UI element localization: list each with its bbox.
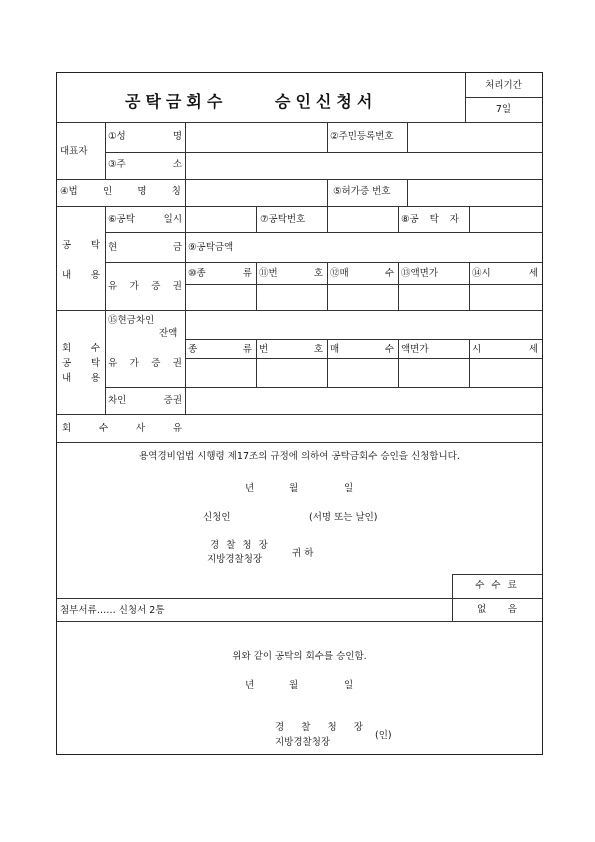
approval-year: 년 [245, 680, 255, 691]
honorific: 귀 하 [292, 548, 314, 559]
rkind-a: 종 [188, 344, 198, 355]
rule [57, 414, 542, 415]
application-form [56, 72, 543, 755]
rg3-a: 내 [62, 373, 72, 384]
reason-b: 수 [98, 423, 109, 434]
market-price-header [472, 268, 538, 279]
fee-b: 음 [507, 604, 517, 615]
rule [57, 598, 542, 599]
rserial-a: 번 [259, 344, 269, 355]
attachments-label: 첨부서류…… 신청서 2통 [60, 605, 165, 616]
rule [57, 442, 542, 443]
rsec-a: 유 [108, 358, 118, 369]
fee-label: 수 수 료 [475, 580, 519, 591]
count-a: ⑫매 [330, 268, 349, 279]
recovery-group-label-1 [62, 343, 100, 354]
form-title: 공탁금회수 [125, 92, 228, 111]
rkind-b: 류 [242, 344, 252, 355]
rule [407, 122, 408, 152]
approver-1 [275, 722, 363, 733]
date-month: 월 [289, 483, 299, 494]
approver-2: 지방경찰청장 [275, 737, 331, 748]
rsec-c: 증 [151, 358, 161, 369]
rule [469, 262, 470, 310]
rule [256, 262, 257, 310]
name-label-a: ①성 [108, 131, 126, 142]
ap-a: 경 [275, 722, 285, 733]
ap-d: 장 [353, 722, 363, 733]
rule [398, 339, 399, 387]
rrn-label: ②주민등록번호 [330, 131, 394, 142]
rule [105, 262, 542, 263]
recovery-count-header [330, 344, 394, 355]
deposit-group-c: 내 [62, 270, 72, 281]
rule [327, 122, 328, 152]
rule [469, 206, 470, 232]
rule [57, 122, 542, 123]
ded-a: 차인 [108, 395, 127, 406]
sec-b: 가 [129, 281, 139, 292]
rcount-b: 수 [384, 344, 394, 355]
rule [57, 310, 542, 311]
date-day: 일 [344, 483, 354, 494]
rule [185, 339, 542, 340]
sec-d: 권 [172, 281, 182, 292]
cash-balance-label: ⑮현금차인 [108, 315, 155, 326]
rg1-a: 회 [62, 343, 72, 354]
recovery-kind-header [188, 344, 252, 355]
corporation-name-label [60, 186, 181, 197]
rule [469, 339, 470, 387]
cash-b: 금 [172, 242, 182, 253]
processing-period-value: 7일 [495, 104, 512, 115]
approval-statement: 위와 같이 공탁의 회수를 승인함. [232, 651, 367, 662]
rule [185, 122, 186, 414]
address-label-b: 소 [172, 159, 182, 170]
rule [105, 232, 542, 233]
rule [105, 206, 106, 414]
deposit-group-label-top [62, 240, 100, 251]
rule [407, 179, 408, 206]
application-statement: 용역경비업법 시행령 제17조의 규정에 의하여 공탁금회수 승인을 신청합니다. [139, 451, 460, 462]
fee-value [477, 604, 517, 615]
serial-b: 호 [313, 268, 323, 279]
rule [57, 179, 542, 180]
depositor-label [401, 214, 459, 225]
sec-c: 증 [151, 281, 161, 292]
rsec-b: 가 [129, 358, 139, 369]
recovery-face-value-header: 액면가 [401, 344, 429, 355]
rule [398, 262, 399, 310]
rule [256, 339, 257, 387]
address-label-a: ③주 [108, 159, 126, 170]
corp-c: 명 [137, 186, 147, 197]
rmarket-a: 시 [472, 344, 482, 355]
name-label [108, 131, 182, 142]
rcount-a: 매 [330, 344, 340, 355]
reason-d: 유 [172, 423, 182, 434]
face-value-header: ⑬액면가 [401, 268, 439, 279]
rule [105, 122, 106, 179]
recovery-market-price-header [472, 344, 538, 355]
permit-number-label: ⑤허가증 번호 [333, 186, 391, 197]
deposit-group-b: 탁 [90, 240, 100, 251]
securities-label [108, 281, 182, 292]
deposit-number-label: ⑦공탁번호 [260, 214, 306, 225]
count-header [330, 268, 394, 279]
representative-label: 대표자 [60, 146, 88, 157]
ap-c: 청 [327, 722, 337, 733]
depositor-b: 탁 [429, 214, 439, 225]
recovery-reason-label [62, 423, 182, 434]
depositor-a: ⑧공 [401, 214, 419, 225]
form-title-suffix: 승인신청서 [275, 92, 378, 111]
processing-period-label: 처리기간 [485, 80, 522, 91]
rule [465, 97, 542, 98]
recovery-serial-header [259, 344, 323, 355]
deposit-group-d: 용 [90, 270, 100, 281]
deposit-date-a: ⑥공탁 [108, 214, 135, 225]
kind-a: ⑩종 [188, 268, 206, 279]
rg2-b: 탁 [90, 358, 100, 369]
approval-day: 일 [344, 680, 354, 691]
deposit-date-b: 일시 [163, 214, 182, 225]
ded-b: 증권 [163, 395, 182, 406]
recovery-group-label-2 [62, 358, 100, 369]
deduction-securities-label [108, 395, 182, 406]
addressee-2: 지방경찰청장 [207, 554, 263, 565]
rule [327, 339, 328, 387]
rule [57, 621, 542, 622]
seal-mark: (인) [375, 730, 392, 741]
rule [398, 206, 399, 232]
rule [327, 262, 328, 310]
deposit-group-a: 공 [62, 240, 72, 251]
recovery-securities-label [108, 358, 182, 369]
kind-header [188, 268, 252, 279]
rule [327, 179, 328, 206]
serial-header [259, 268, 323, 279]
sec-a: 유 [108, 281, 118, 292]
rmarket-b: 세 [528, 344, 538, 355]
corp-b: 인 [102, 186, 113, 197]
recovery-group-label-3 [62, 373, 100, 384]
approval-month: 월 [289, 680, 299, 691]
date-year: 년 [245, 483, 255, 494]
reason-c: 사 [135, 423, 146, 434]
market-a: ⑭시 [472, 268, 491, 279]
rsec-d: 권 [172, 358, 182, 369]
deposit-date-label [108, 214, 182, 225]
addressee-1: 경 찰 청 장 [210, 540, 270, 551]
applicant-label: 신청인 [203, 512, 231, 523]
reason-a: 회 [62, 423, 72, 434]
kind-b: 류 [242, 268, 252, 279]
rserial-b: 호 [313, 344, 323, 355]
address-label [108, 159, 182, 170]
market-b: 세 [528, 268, 538, 279]
name-label-b: 명 [172, 131, 182, 142]
deposit-amount-label: ⑨공탁금액 [188, 242, 234, 253]
ap-b: 찰 [301, 722, 311, 733]
corp-d: 칭 [171, 186, 181, 197]
rg2-a: 공 [62, 358, 72, 369]
rule [105, 387, 542, 388]
rule [327, 206, 328, 232]
cash-label [108, 242, 182, 253]
rg1-b: 수 [90, 343, 100, 354]
rg3-b: 용 [90, 373, 100, 384]
deposit-group-label-bottom [62, 270, 100, 281]
cash-a: 현 [108, 242, 118, 253]
depositor-c: 자 [449, 214, 459, 225]
corp-a: ④법 [60, 186, 78, 197]
rule [185, 358, 542, 359]
cash-balance-label-2: 잔액 [159, 328, 178, 339]
count-b: 수 [384, 268, 394, 279]
rule [105, 152, 542, 153]
serial-a: ⑪번 [259, 268, 278, 279]
rule [256, 206, 257, 232]
fee-a: 없 [477, 604, 487, 615]
rule [452, 574, 542, 575]
rule [185, 284, 542, 285]
signature-note: (서명 또는 날인) [309, 512, 378, 523]
